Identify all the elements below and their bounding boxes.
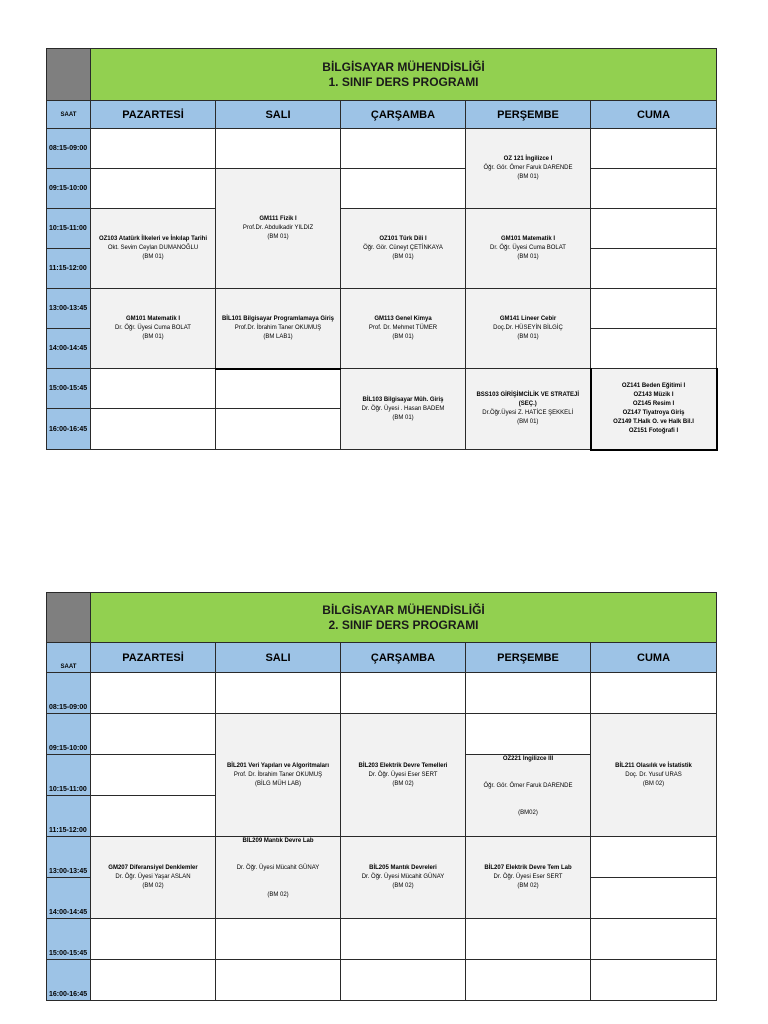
class-title: 1. SINIF DERS PROGRAMI [328,74,479,89]
course-room: (BM 02) [392,883,414,889]
empty-cell [591,919,717,960]
course-name: OZ 121 İngilizce I [503,156,553,162]
course-name: GM207 Diferansiyel Denklemler [108,865,198,871]
elective-course: OZ149 T.Halk O. ve Halk Bil.I [613,418,694,425]
course-room: (BM 02) [517,883,539,889]
course-instructor: Prof. Dr. İbrahim Taner OKUMUŞ [233,771,323,778]
time-slot: 10:15-11:00 [47,209,91,249]
course-room: (BM 02) [142,883,164,889]
time-column-header: SAAT [47,101,91,129]
empty-cell [591,249,717,289]
schedule-title [91,49,717,101]
empty-cell [91,369,216,409]
header-corner [47,49,91,101]
course-name: OZ101 Türk Dili I [379,236,427,242]
course-room: (BM 01) [392,254,414,260]
empty-cell [216,673,341,714]
course-room: (BM 02) [642,780,665,787]
course-cell [216,714,341,837]
course-room: (BM 01) [517,174,539,180]
empty-cell [91,919,216,960]
course-name: OZ221 İngilizce III [502,756,554,762]
course-room: (BM 01) [392,334,414,340]
empty-cell [91,755,216,796]
empty-cell [591,673,717,714]
course-instructor: Öğr. Gör. Ömer Faruk DARENDE [483,165,573,171]
course-instructor: Prof.Dr. İbrahim Taner OKUMUŞ [234,324,322,331]
time-slot: 16:00-16:45 [47,960,91,1001]
time-slot: 08:15-09:00 [47,673,91,714]
course-name: BSS103 GİRİŞİMCİLİK VE STRATEJİ (SEÇ.) [476,392,580,407]
empty-cell [91,169,216,209]
course-name: GM111 Fizik I [259,216,297,222]
empty-cell [91,796,216,837]
course-cell [466,369,591,450]
course-cell [341,837,466,919]
empty-cell [591,129,717,169]
empty-cell [91,960,216,1001]
course-cell [466,209,591,289]
course-cell [341,209,466,289]
course-cell [91,209,216,289]
day-header-monday: PAZARTESİ [91,101,216,129]
time-slot: 13:00-13:45 [47,837,91,878]
course-instructor: Doç. Dr. Yusuf URAS [625,771,682,778]
elective-course: OZ145 Resim I [632,400,675,407]
course-cell-electives [591,369,717,450]
day-header-monday: PAZARTESİ [91,643,216,673]
course-name: OZ103 Atatürk İlkeleri ve İnkılap Tarihi [98,236,208,242]
course-room: (BM 02) [267,892,289,898]
elective-course: OZ141 Beden Eğitimi I [621,382,686,389]
schedule-title [91,593,717,643]
time-slot: 15:00-15:45 [47,919,91,960]
time-slot: 15:00-15:45 [47,369,91,409]
course-name: BİL209 Mantık Devre Lab [242,838,314,844]
course-room: (BM02) [518,810,538,816]
course-cell [341,289,466,369]
time-slot: 11:15-12:00 [47,249,91,289]
time-slot: 09:15-10:00 [47,714,91,755]
course-instructor: Dr. Öğr. Üyesi Yaşar ASLAN [115,874,191,880]
elective-course: OZ151 Fotoğrafi I [628,427,679,434]
course-room: (BM 01) [142,254,164,260]
course-instructor: Prof. Dr. Mehmet TÜMER [368,325,438,331]
course-instructor: Dr. Öğr. Üyesi Cuma BOLAT [490,245,566,251]
course-cell [341,369,466,450]
course-room: (BM 01) [517,419,539,425]
course-room: (BM 01) [142,334,164,340]
course-room: (BM 02) [392,780,414,787]
course-name: BİL211 Olasılık ve İstatistik [615,762,692,769]
elective-course: OZ143 Müzik I [633,391,674,398]
course-cell [466,129,591,209]
course-instructor: Dr. Öğr. Üyesi Cuma BOLAT [115,325,191,331]
course-room: (BİLG MÜH LAB) [254,780,301,787]
course-room: (BM 01) [517,254,539,260]
course-instructor: Okt. Sevim Ceylan DUMANOĞLU [107,245,199,251]
course-cell [466,837,591,919]
course-cell [216,289,341,369]
empty-cell [466,714,591,755]
course-instructor: Dr.Öğr.Üyesi Z. HATİCE ŞEKKELİ [482,410,574,416]
empty-cell [591,329,717,369]
empty-cell [341,129,466,169]
day-header-wednesday: ÇARŞAMBA [341,101,466,129]
empty-cell [591,169,717,209]
empty-cell [466,960,591,1001]
empty-cell [591,837,717,878]
course-room: (BM 01) [517,334,539,340]
course-instructor: Dr. Öğr. Üyesi Mücahit GÜNAY [361,874,445,880]
department-title: BİLGİSAYAR MÜHENDİSLİĞİ [322,602,485,617]
course-room: (BM LAB1) [263,333,293,340]
course-cell [91,837,216,919]
course-cell [216,169,341,289]
course-instructor: Dr. Öğr. Üyesi . Hasan BADEM [361,405,445,412]
empty-cell [341,960,466,1001]
course-name: BİL203 Elektrik Devre Temelleri [358,762,448,769]
time-slot: 08:15-09:00 [47,129,91,169]
empty-cell [591,960,717,1001]
course-instructor: Öğr. Gör. Ömer Faruk DARENDE [483,783,573,789]
course-name: BİL205 Mantık Devreleri [369,865,437,871]
course-cell [466,755,591,837]
course-instructor: Dr. Öğr. Üyesi Mücahit GÜNAY [236,865,320,871]
empty-cell [341,673,466,714]
elective-course: OZ147 Tiyatroya Giriş [622,409,685,416]
empty-cell [216,919,341,960]
day-header-tuesday: SALI [216,643,341,673]
empty-cell [216,369,341,409]
empty-cell [216,129,341,169]
empty-cell [91,129,216,169]
course-name: GM101 Matematik I [500,236,556,242]
time-slot: 13:00-13:45 [47,289,91,329]
course-name: BİL201 Veri Yapıları ve Algoritmaları [226,762,330,769]
empty-cell [591,878,717,919]
empty-cell [341,169,466,209]
course-name: GM141 Lineer Cebir [499,316,557,322]
class-title: 2. SINIF DERS PROGRAMI [328,617,479,632]
header-corner [47,593,91,643]
course-instructor: Prof.Dr. Abdulkadir YILDIZ [242,225,314,231]
day-header-friday: CUMA [591,101,717,129]
day-header-thursday: PERŞEMBE [466,643,591,673]
empty-cell [591,289,717,329]
time-slot: 10:15-11:00 [47,755,91,796]
time-slot: 16:00-16:45 [47,409,91,450]
department-title: BİLGİSAYAR MÜHENDİSLİĞİ [322,59,485,74]
course-room: (BM 01) [267,234,289,240]
course-name: BİL103 Bilgisayar Müh. Giriş [362,396,444,403]
course-room: (BM 01) [392,414,414,421]
time-slot: 14:00-14:45 [47,878,91,919]
course-instructor: Öğr. Gör. Cüneyt ÇETİNKAYA [363,245,443,251]
course-name: GM113 Genel Kimya [374,316,432,322]
course-cell [591,714,717,837]
course-cell [91,289,216,369]
time-slot: 14:00-14:45 [47,329,91,369]
course-cell [466,289,591,369]
day-header-wednesday: ÇARŞAMBA [341,643,466,673]
empty-cell [216,409,341,450]
time-column-header: SAAT [47,643,91,673]
empty-cell [91,673,216,714]
course-cell [341,714,466,837]
time-slot: 09:15-10:00 [47,169,91,209]
empty-cell [466,919,591,960]
course-instructor: Dr. Öğr. Üyesi Eser SERT [368,771,438,778]
empty-cell [91,409,216,450]
empty-cell [341,919,466,960]
course-cell [216,837,341,919]
day-header-friday: CUMA [591,643,717,673]
course-name: BİL207 Elektrik Devre Tem Lab [484,865,572,871]
empty-cell [466,673,591,714]
schedule-table-1 [46,48,718,451]
course-name: BİL101 Bilgisayar Programlamaya Giriş [221,315,335,322]
empty-cell [91,714,216,755]
course-instructor: Dr. Öğr. Üyesi Eser SERT [493,874,563,880]
empty-cell [216,960,341,1001]
time-slot: 11:15-12:00 [47,796,91,837]
course-name: GM101 Matematik I [125,316,181,322]
day-header-thursday: PERŞEMBE [466,101,591,129]
empty-cell [591,209,717,249]
schedule-table-2 [46,592,717,1001]
course-instructor: Doç.Dr. HÜSEYİN BİLGİÇ [493,325,563,331]
day-header-tuesday: SALI [216,101,341,129]
